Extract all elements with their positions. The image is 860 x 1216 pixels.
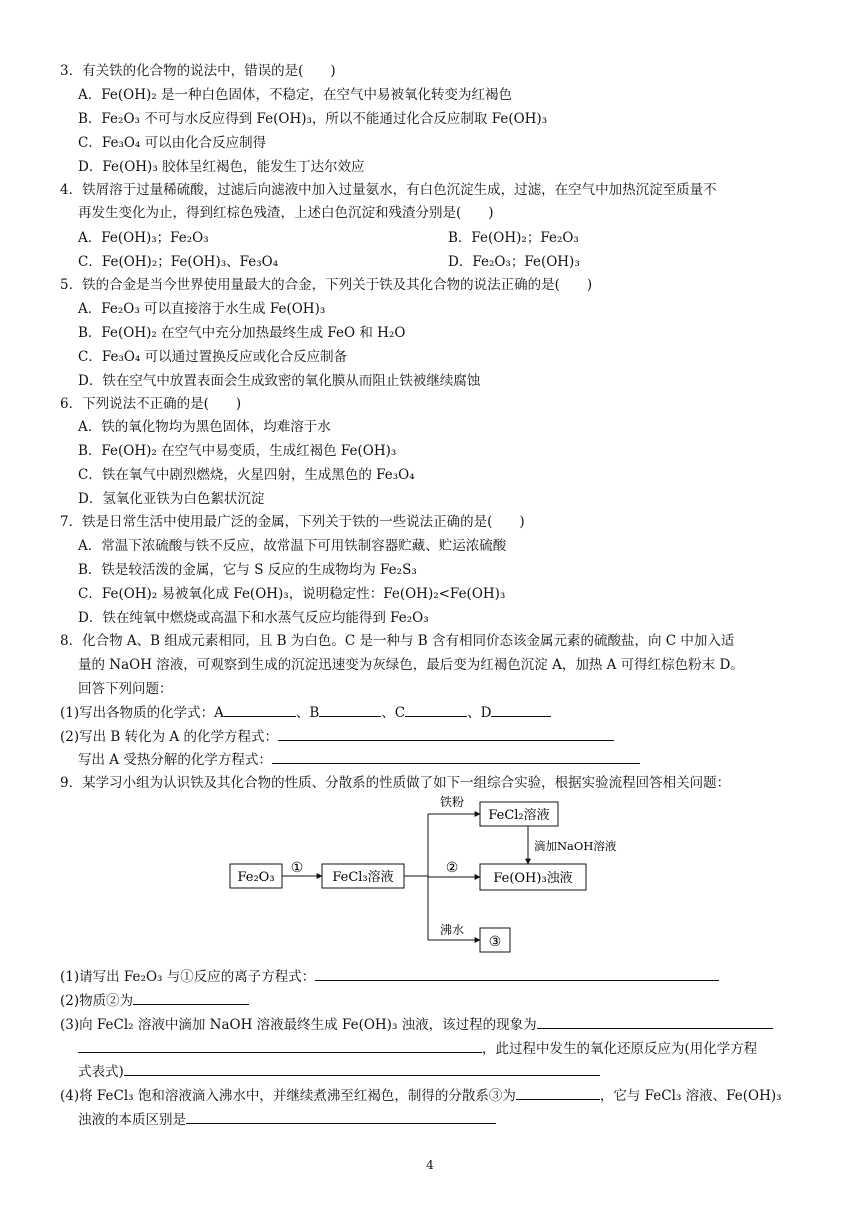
q7-option-c: C．Fe(OH)₂ 易被氧化成 Fe(OH)₃，说明稳定性：Fe(OH)₂<Fe(OH)₃	[78, 586, 506, 602]
q6-option-b: B．Fe(OH)₂ 在空气中易变质，生成红褐色 Fe(OH)₃	[78, 443, 397, 459]
q7-option-a: A．常温下浓硫酸与铁不反应，故常温下可用铁制容器贮藏、贮运浓硫酸	[78, 538, 507, 554]
page-number: 4	[426, 1158, 434, 1172]
q6-option-a: A．铁的氧化物均为黑色固体，均难溶于水	[78, 419, 331, 435]
q8-part1-b-label: 、B	[295, 705, 320, 721]
q4-option-c: C．Fe(OH)₂；Fe(OH)₃、Fe₃O₄	[78, 254, 279, 270]
q4-option-d: D．Fe₂O₃；Fe(OH)₃	[448, 254, 580, 270]
q7-option-b: B．铁是较活泼的金属，它与 S 反应的生成物均为 Fe₂S₃	[78, 562, 417, 578]
answer-blank-d[interactable]	[491, 703, 551, 717]
answer-blank-redox-equation[interactable]	[124, 1062, 600, 1076]
q9-part4-line1	[60, 1086, 782, 1105]
q9-flow-diagram	[228, 790, 648, 960]
answer-blank-phenomenon-cont[interactable]	[78, 1039, 482, 1053]
answer-blank-dispersion[interactable]	[516, 1086, 600, 1100]
q8-part2b-label: 写出 A 受热分解的化学方程式：	[78, 752, 272, 768]
q8-part2-label: (2)写出 B 转化为 A 的化学方程式：	[60, 729, 278, 745]
q5-option-c: C．Fe₃O₄ 可以通过置换反应或化合反应制备	[78, 349, 348, 365]
q8-part2b	[78, 750, 640, 769]
q8-stem-line3: 回答下列问题：	[78, 681, 173, 697]
q9-part3-line1	[60, 1015, 773, 1034]
label-boil: 沸水	[439, 923, 465, 937]
q9-part4-line2	[78, 1110, 496, 1129]
box-3-label: ③	[488, 934, 502, 950]
q8-part1-label: (1)写出各物质的化学式：A	[60, 705, 224, 721]
q4-option-a: A．Fe(OH)₃；Fe₂O₃	[78, 230, 209, 246]
box-fecl2-label: FeCl₂溶液	[488, 808, 550, 823]
q5-option-b: B．Fe(OH)₂ 在空气中充分加热最终生成 FeO 和 H₂O	[78, 325, 406, 341]
q9-stem: 9．某学习小组为认识铁及其化合物的性质、分散系的性质做了如下一组综合实验，根据实验流程回答相关问题：	[60, 775, 731, 791]
answer-blank-c[interactable]	[405, 703, 467, 717]
q5-option-d: D．铁在空气中放置表面会生成致密的氧化膜从而阻止铁被继续腐蚀	[78, 373, 481, 389]
q3-stem: 3．有关铁的化合物的说法中，错误的是( )	[60, 63, 336, 79]
q9-part4-label-2: ，它与 FeCl₃ 溶液、Fe(OH)₃	[599, 1088, 782, 1104]
q3-option-a: A．Fe(OH)₂ 是一种白色固体，不稳定，在空气中易被氧化转变为红褐色	[78, 87, 512, 103]
q5-option-a: A．Fe₂O₃ 可以直接溶于水生成 Fe(OH)₃	[78, 301, 326, 317]
answer-blank-a[interactable]	[224, 703, 296, 717]
answer-blank-phenomenon[interactable]	[537, 1015, 773, 1029]
q6-option-d: D．氢氧化亚铁为白色絮状沉淀	[78, 491, 265, 507]
q7-option-d: D．铁在纯氧中燃烧或高温下和水蒸气反应均能得到 Fe₂O₃	[78, 610, 429, 626]
q9-part3-label: (3)向 FeCl₂ 溶液中滴加 NaOH 溶液最终生成 Fe(OH)₃ 浊液，该过程的现象为	[60, 1017, 537, 1033]
q9-part1-label: (1)请写出 Fe₂O₃ 与①反应的离子方程式：	[60, 969, 316, 985]
q9-part3-line2-label: ，此过程中发生的氧化还原反应为(用化学方程	[482, 1041, 758, 1057]
q9-part4-line2-label: 浊液的本质区别是	[78, 1112, 186, 1128]
q8-part1-d-label: 、D	[467, 705, 492, 721]
q4-stem-line1: 4．铁屑溶于过量稀硫酸，过滤后向滤液中加入过量氨水，有白色沉淀生成，过滤，在空气中加热沉淀至质量不	[60, 182, 717, 198]
q4-option-b: B．Fe(OH)₂；Fe₂O₃	[448, 230, 579, 246]
q9-part3-line3	[78, 1062, 600, 1081]
box-fecl3-label: FeCl₃溶液	[332, 870, 394, 885]
box-fe2o3-label: Fe₂O₃	[237, 870, 275, 885]
q8-stem-line2: 量的 NaOH 溶液，可观察到生成的沉淀迅速变为灰绿色，最后变为红褐色沉淀 A，加热 A 可得红棕色粉末 D。	[78, 657, 744, 673]
q8-part1	[60, 703, 551, 722]
answer-blank-a-decompose[interactable]	[272, 750, 640, 764]
q6-stem: 6．下列说法不正确的是( )	[60, 396, 242, 412]
q9-part2-label: (2)物质②为	[60, 993, 134, 1009]
q8-stem-line1: 8．化合物 A、B 组成元素相同，且 B 为白色。C 是一种与 B 含有相同价态该金属元素的硫酸盐，向 C 中加入适	[60, 633, 735, 649]
answer-blank-essential-difference[interactable]	[186, 1110, 496, 1124]
q9-part3-line3-label: 式表式)	[78, 1064, 124, 1080]
q9-part4-label: (4)将 FeCl₃ 饱和溶液滴入沸水中，并继续煮沸至红褐色，制得的分散系③为	[60, 1088, 516, 1104]
answer-blank-ionic-equation[interactable]	[315, 967, 719, 981]
q9-part3-line2	[78, 1039, 757, 1058]
answer-blank-substance-2[interactable]	[133, 991, 249, 1005]
label-iron: 铁粉	[439, 795, 465, 809]
answer-blank-b[interactable]	[319, 703, 381, 717]
label-naoh: 滴加NaOH溶液	[534, 839, 617, 853]
q3-option-b: B．Fe₂O₃ 不可与水反应得到 Fe(OH)₃，所以不能通过化合反应制取 Fe(OH)₃	[78, 111, 548, 127]
box-feoh3-label: Fe(OH)₃浊液	[493, 871, 573, 886]
q8-part1-c-label: 、C	[381, 705, 406, 721]
step1-label: ①	[290, 860, 304, 876]
step2-label: ②	[445, 860, 459, 876]
q6-option-c: C．铁在氧气中剧烈燃烧，火星四射，生成黑色的 Fe₃O₄	[78, 467, 415, 483]
q9-part2	[60, 991, 249, 1010]
q8-part2	[60, 727, 614, 746]
q7-stem: 7．铁是日常生活中使用最广泛的金属，下列关于铁的一些说法正确的是( )	[60, 514, 525, 530]
q3-option-c: C．Fe₃O₄ 可以由化合反应制得	[78, 135, 267, 151]
q3-option-d: D．Fe(OH)₃ 胶体呈红褐色，能发生丁达尔效应	[78, 159, 365, 175]
q9-part1	[60, 967, 719, 986]
answer-blank-b-to-a[interactable]	[278, 727, 614, 741]
q4-stem-line2: 再发生变化为止，得到红棕色残渣，上述白色沉淀和残渣分别是( )	[78, 205, 494, 221]
q5-stem: 5．铁的合金是当今世界使用量最大的合金，下列关于铁及其化合物的说法正确的是( )	[60, 277, 593, 293]
